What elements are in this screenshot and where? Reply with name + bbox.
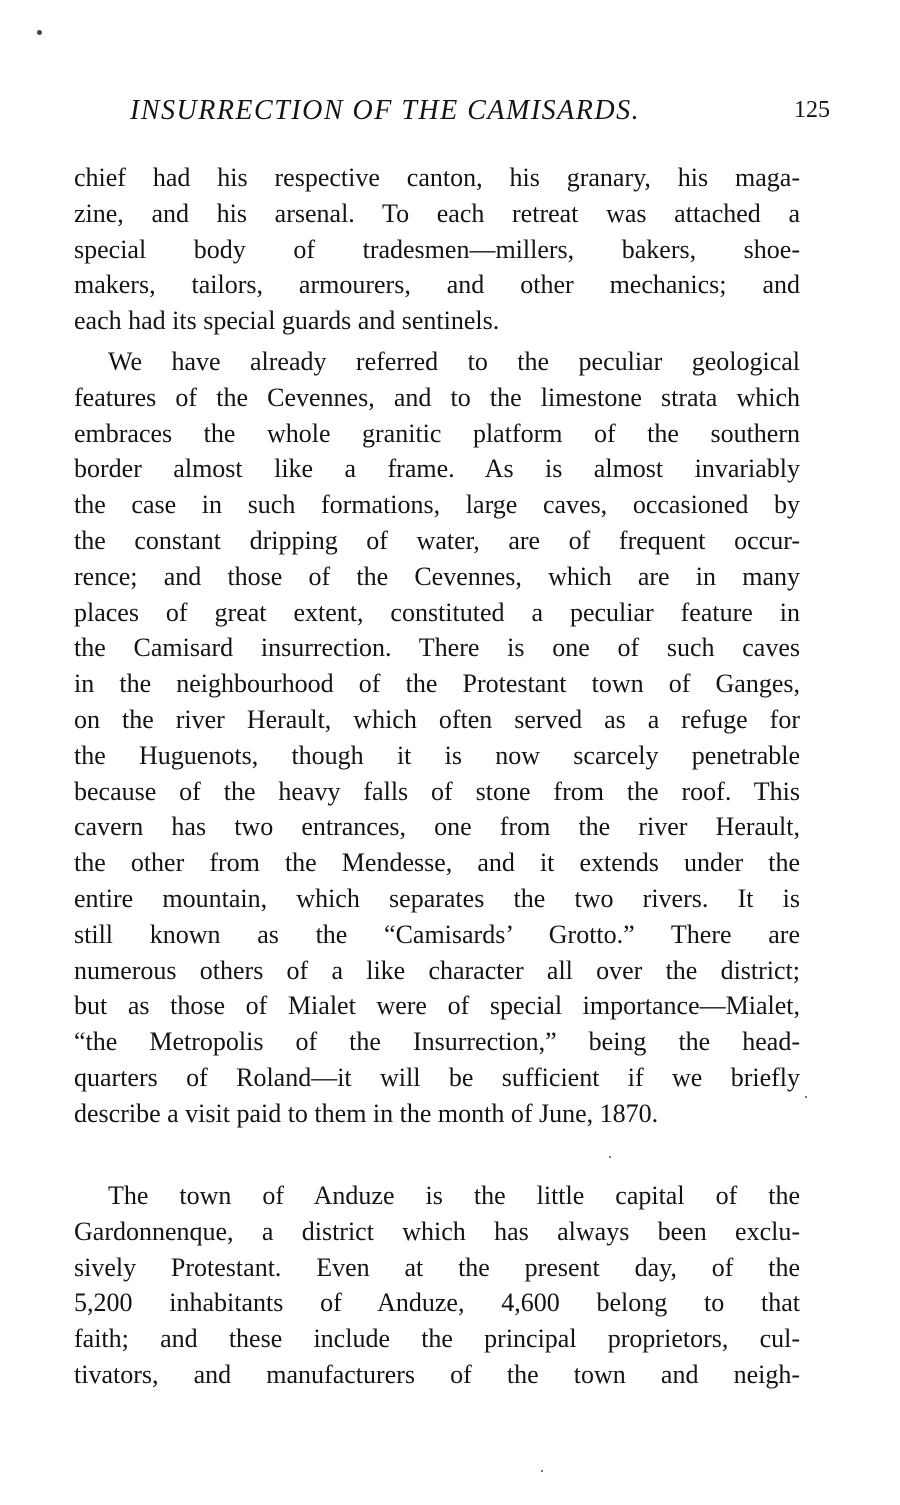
text-line: the case in such formations, large caves, occasioned by	[74, 490, 800, 520]
text-line: on the river Herault, which often served as a refuge for	[74, 704, 800, 734]
text-line: cavern has two entrances, one from the river Herault,	[74, 812, 800, 842]
text-line: zine, and his arsenal. To each retreat was attached a	[74, 198, 800, 228]
text-line: special body of tradesmen—millers, bakers, shoe-	[74, 234, 800, 264]
text-line: still known as the “Camisards’ Grotto.” There are	[74, 919, 800, 949]
running-title: INSURRECTION OF THE CAMISARDS.	[130, 95, 641, 126]
ink-speck	[37, 30, 42, 35]
text-line: each had its special guards and sentinels.	[74, 306, 500, 336]
paragraph-3	[74, 1178, 800, 1393]
text-line: tivators, and manufacturers of the town and neigh-	[74, 1359, 800, 1389]
text-line: chief had his respective canton, his granary, his maga-	[74, 163, 800, 192]
text-line: features of the Cevennes, and to the limestone strata which	[74, 382, 800, 412]
ink-speck	[541, 1470, 543, 1472]
text-line: quarters of Roland—it will be sufficient if we briefly	[74, 1062, 800, 1092]
text-line: 5,200 inhabitants of Anduze, 4,600 belong to that	[74, 1288, 800, 1318]
text-line: “the Metropolis of the Insurrection,” being the head-	[74, 1027, 800, 1057]
text-line: entire mountain, which separates the two rivers. It is	[74, 883, 800, 913]
text-line: We have already referred to the peculiar geological	[108, 347, 800, 376]
text-line: rence; and those of the Cevennes, which are in many	[74, 561, 800, 591]
ink-speck	[805, 1096, 807, 1098]
text-line: Gardonnenque, a district which has always been exclu-	[74, 1216, 800, 1246]
text-line: places of great extent, constituted a peculiar feature in	[74, 597, 800, 627]
running-header	[110, 95, 830, 135]
text-line: in the neighbourhood of the Protestant town of Ganges,	[74, 669, 800, 699]
text-line: the constant dripping of water, are of frequent occur-	[74, 525, 800, 555]
paragraph-2	[74, 344, 800, 1132]
text-line: the Huguenots, though it is now scarcely penetrable	[74, 740, 800, 770]
page-number: 125	[794, 97, 830, 123]
ink-speck	[609, 1156, 611, 1158]
text-line: numerous others of a like character all over the district;	[74, 955, 800, 985]
text-line: border almost like a frame. As is almost invariably	[74, 454, 800, 484]
paragraph-1	[74, 160, 800, 339]
text-line: the Camisard insurrection. There is one of such caves	[74, 633, 800, 663]
text-line: because of the heavy falls of stone from the roof. This	[74, 776, 800, 806]
text-line: embraces the whole granitic platform of the southern	[74, 418, 800, 448]
text-line: describe a visit paid to them in the month of June, 1870.	[74, 1098, 659, 1128]
text-line: makers, tailors, armourers, and other mechanics; and	[74, 270, 800, 300]
text-line: but as those of Mialet were of special importance—Mialet,	[74, 991, 800, 1021]
text-line: the other from the Mendesse, and it extends under the	[74, 848, 800, 878]
text-line: The town of Anduze is the little capital of the	[108, 1181, 800, 1210]
text-line: faith; and these include the principal proprietors, cul-	[74, 1324, 800, 1354]
text-line: sively Protestant. Even at the present day, of the	[74, 1252, 800, 1282]
